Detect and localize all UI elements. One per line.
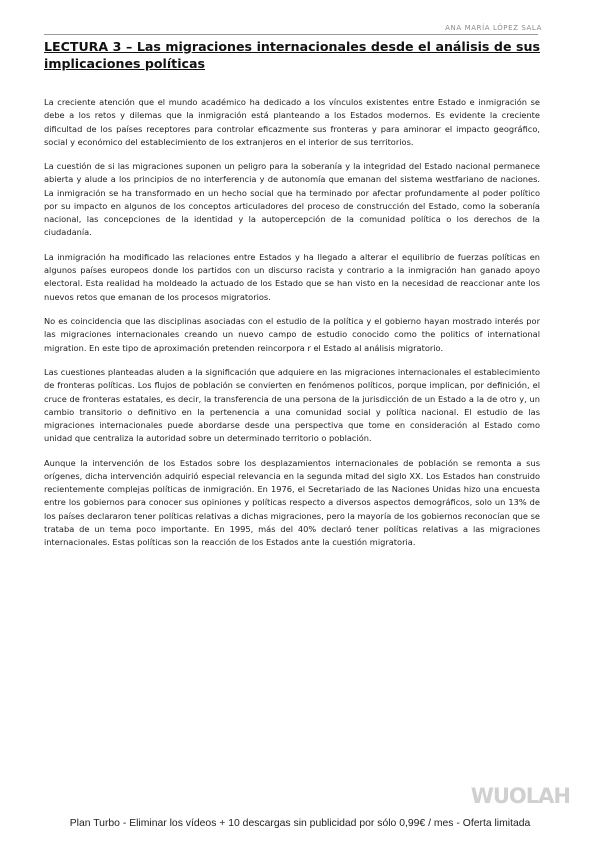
author-name: ANA MARÍA LÓPEZ SALA	[445, 24, 542, 32]
paragraph: Las cuestiones planteadas aluden a la significación que adquiere en las migraciones internacionales el establecimiento de fronteras políticas. Los flujos de población se convierten en fenómenos políticos, porque implican, por definición, el cruce de fronteras estatales, es decir, la transferencia de una persona de la jurisdicción de un Estado a la de otro y, un cambio transitorio o definitivo en la pertenencia a una comunidad social y política nacional. El estudio de las migraciones internacionales puede abordarse desde una perspectiva que tome en consideración al Estado como unidad que centraliza la autoridad sobre un determinado territorio o población.	[44, 367, 540, 444]
document-body	[44, 96, 540, 561]
paragraph: La inmigración ha modificado las relaciones entre Estados y ha llegado a alterar el equilibrio de fuerzas políticas en algunos países europeos donde los partidos con un discurso racista y contrario a la inmigración han ganado apoyo electoral. Esta realidad ha moldeado la actuado de los Estado que se han visto en la necesidad de reaccionar ante los nuevos retos que emanan de los procesos migratorios.	[44, 251, 540, 302]
paragraph: La cuestión de si las migraciones suponen un peligro para la soberanía y la integridad del Estado nacional permanece abierta y alude a los principios de no interferencia y de autonomía que emanan del sistema westfariano de naciones. La inmigración se ha transformado en un hecho social que ha terminado por afectar profundamente al poder político por su impacto en algunos de los conceptos articuladores del proceso de construcción del Estado, como la soberanía nacional, las concepciones de la identidad y la autopercepción de la comunidad política o los derechos de la ciudadanía.	[44, 161, 540, 238]
document-title: LECTURA 3 – Las migraciones internacionales desde el análisis de sus implicaciones políticas	[44, 39, 540, 71]
header-divider	[44, 34, 538, 35]
wuolah-watermark-logo: WUOLAH	[470, 784, 570, 808]
paragraph: Aunque la intervención de los Estados sobre los desplazamientos internacionales de población se remonta a sus orígenes, dicha intervención adquirió especial relevancia en la segunda mitad del siglo XX. Los Estados han construido recientemente complejas políticas de inmigración. En 1976, el Secretariado de las Naciones Unidas hizo una encuesta entre los gobiernos para conocer sus opiniones y políticas respecto a diversos aspectos demográficos, solo un 13% de los países declararon tener políticas relativas a dichas migraciones, pero la mayoría de los gobiernos reconocían que se trataba de un tema poco importante. En 1995, más del 40% declaró tener políticas relativas a las migraciones internacionales. Estas políticas son la reacción de los Estados ante la cuestión migratoria.	[44, 457, 540, 548]
paragraph: La creciente atención que el mundo académico ha dedicado a los vínculos existentes entre Estado e inmigración se debe a los retos y dilemas que la inmigración está planteando a los Estados modernos. Es evidente la creciente dificultad de los países receptores para controlar eficazmente sus fronteras y para aminorar el impacto geográfico, social y económico del establecimiento de los extranjeros en el interior de sus territorios.	[44, 97, 540, 147]
paragraph: No es coincidencia que las disciplinas asociadas con el estudio de la política y el gobierno hayan mostrado interés por las migraciones internacionales creando un nuevo campo de estudio conocido como the politics of international migration. En este tipo de aproximación pretenden reincorpora r el Estado al análisis migratorio.	[44, 316, 540, 353]
footer-promo-link[interactable]: Plan Turbo - Eliminar los vídeos + 10 descargas sin publicidad por sólo 0,99€ / mes - Oferta limitada	[69, 818, 531, 829]
